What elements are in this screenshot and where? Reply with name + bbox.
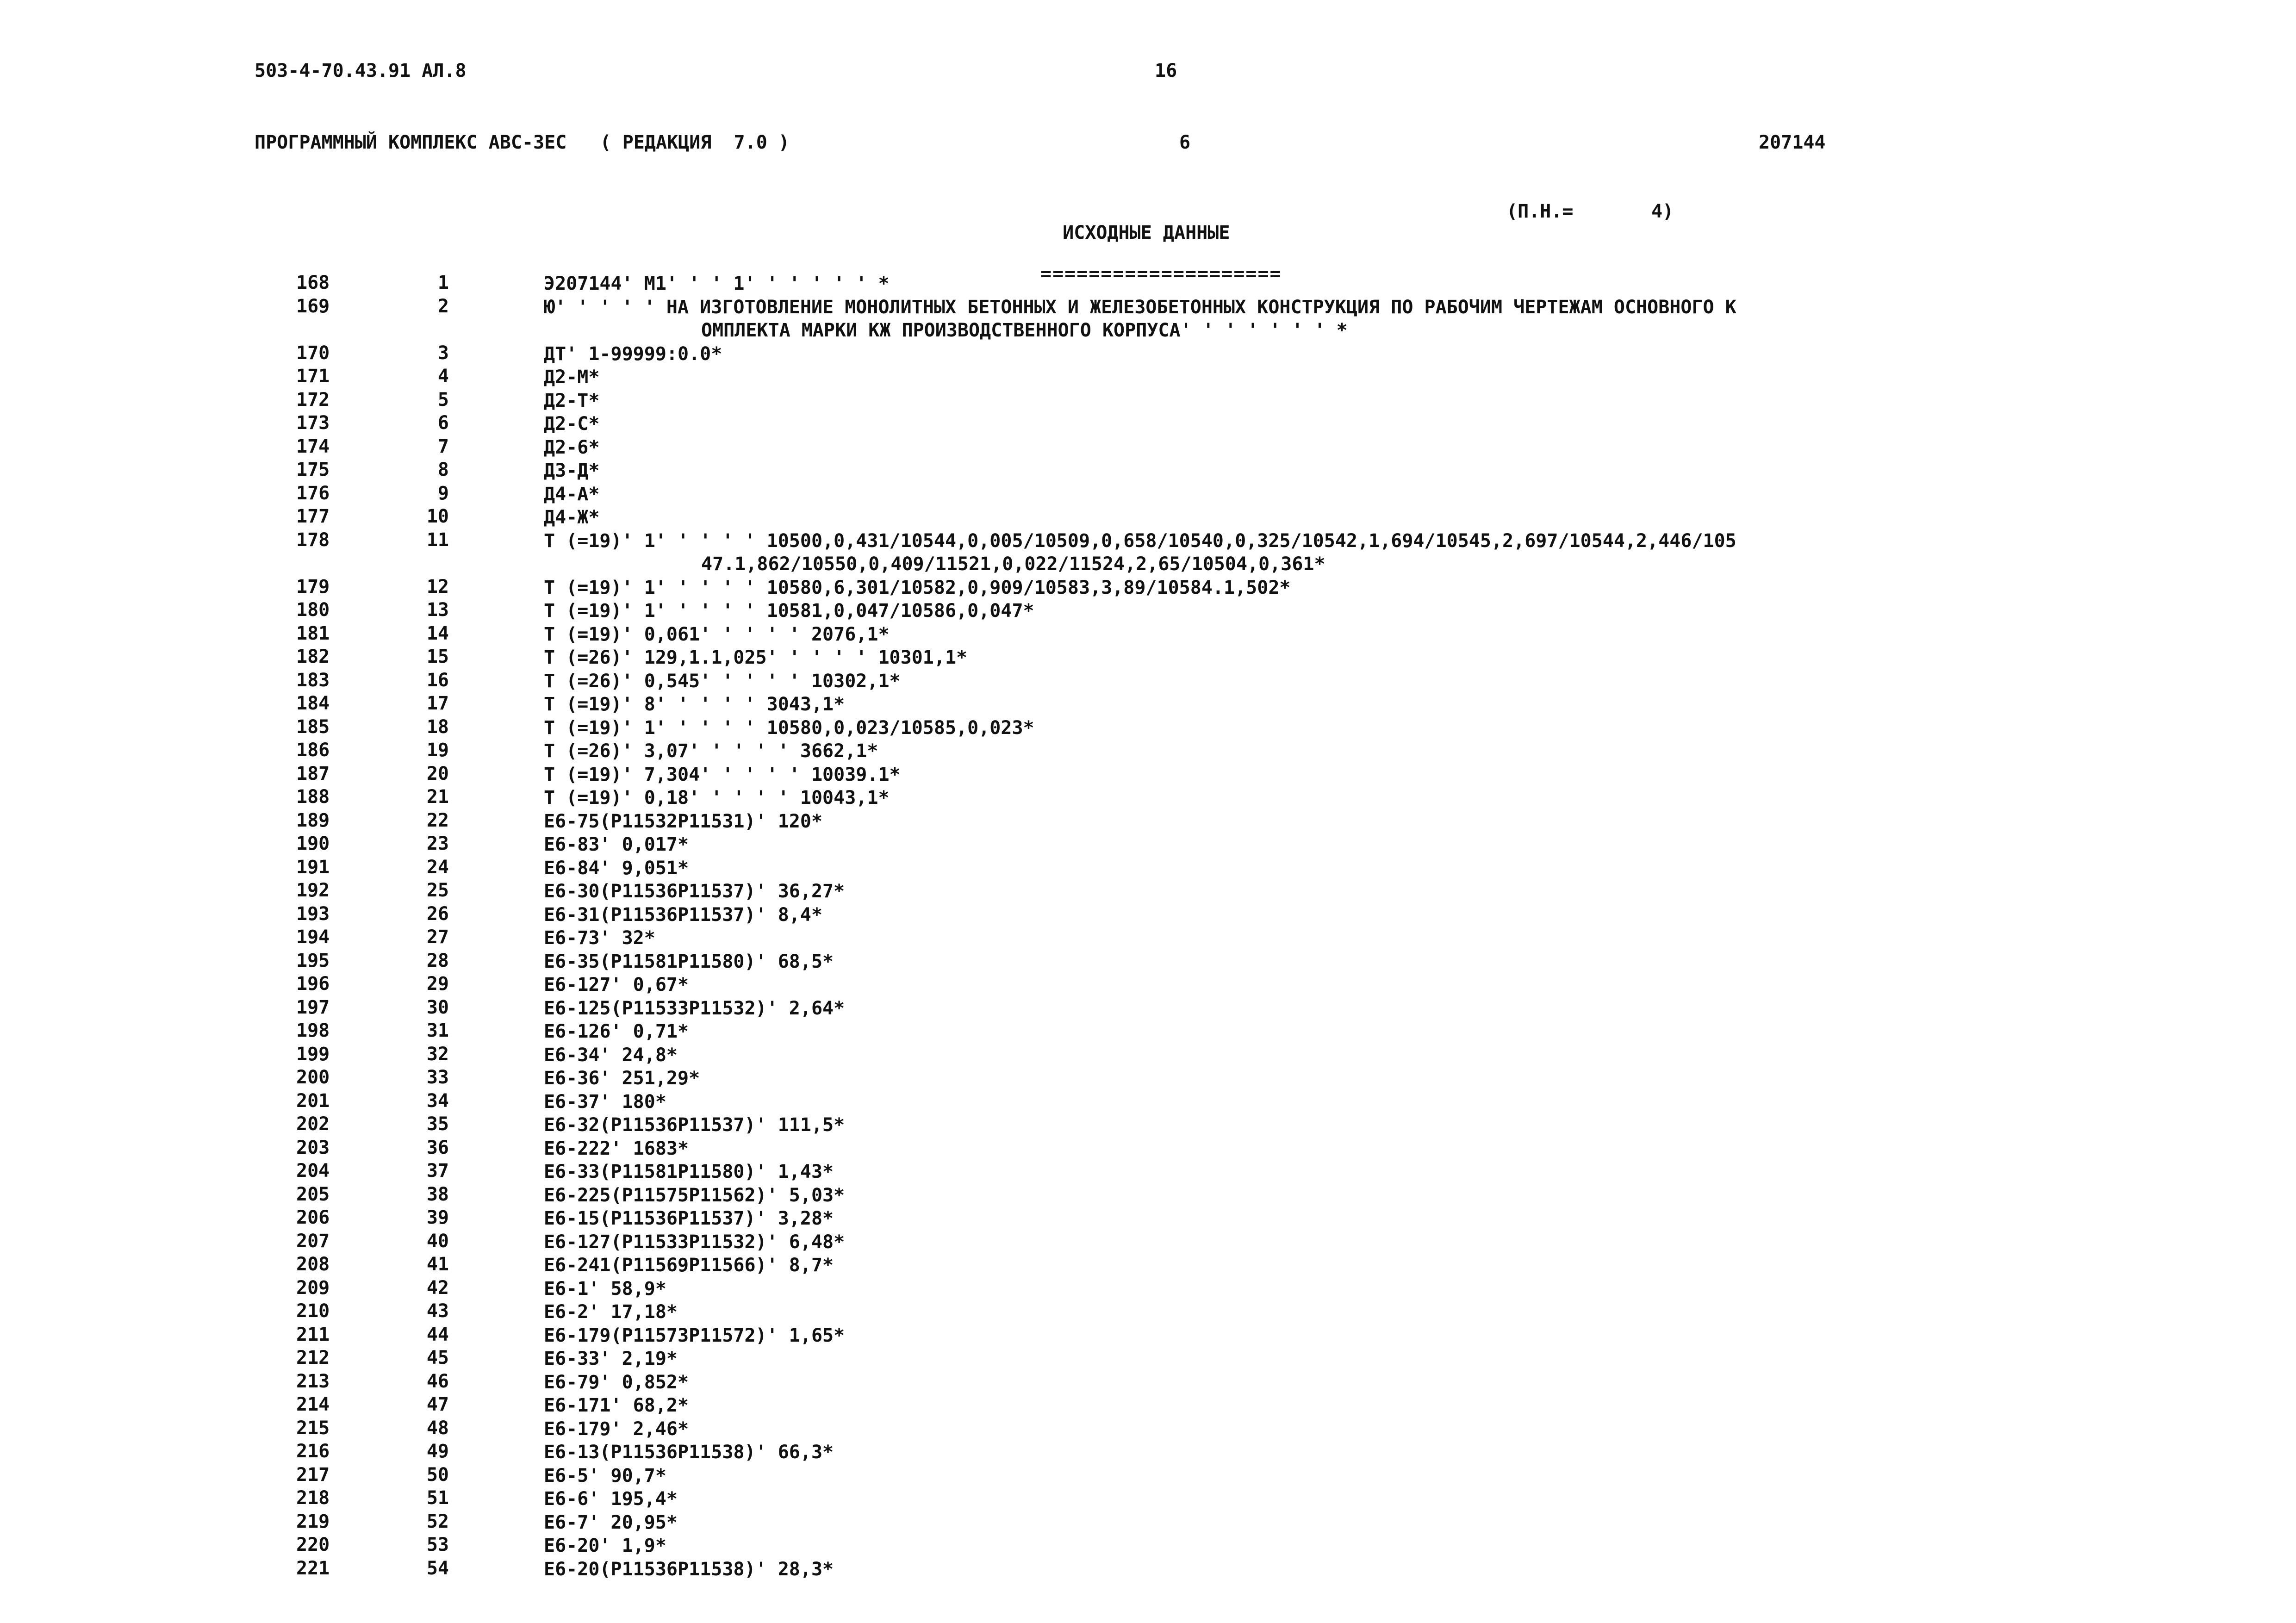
- row-text: [544, 529, 2053, 576]
- table-row: [0, 599, 2296, 623]
- row-line-number: 43: [426, 1300, 449, 1322]
- row-text-main: Е6-73' 32*: [544, 927, 655, 949]
- table-row: [0, 1464, 2296, 1488]
- row-seq-number: 205: [296, 1183, 330, 1205]
- row-seq-number: 202: [296, 1113, 330, 1135]
- row-seq-number: 191: [296, 856, 330, 878]
- row-text-main: Е6-127(Р11533Р11532)' 6,48*: [544, 1231, 845, 1253]
- table-row: [0, 366, 2296, 389]
- pn-label: (П.Н.=: [1506, 201, 1574, 222]
- row-line-number: 9: [437, 482, 449, 504]
- row-text: [544, 272, 2053, 296]
- row-seq-number: 200: [296, 1067, 330, 1088]
- row-text: [544, 1300, 2053, 1324]
- table-row: [0, 1067, 2296, 1090]
- row-seq-number: 218: [296, 1487, 330, 1509]
- row-seq-number: 201: [296, 1090, 330, 1112]
- row-line-number: 35: [426, 1113, 449, 1135]
- row-line-number: 19: [426, 740, 449, 761]
- row-text-main: Е6-1' 58,9*: [544, 1278, 666, 1300]
- row-text: [544, 599, 2053, 623]
- row-line-number: 28: [426, 950, 449, 971]
- row-seq-number: 174: [296, 435, 330, 457]
- row-line-number: 36: [426, 1137, 449, 1158]
- row-text: [544, 459, 2053, 483]
- row-text-main: Е6-179' 2,46*: [544, 1418, 689, 1440]
- row-line-number: 17: [426, 693, 449, 714]
- row-seq-number: 192: [296, 880, 330, 901]
- table-row: [0, 1207, 2296, 1231]
- row-line-number: 33: [426, 1067, 449, 1088]
- row-line-number: 13: [426, 599, 449, 621]
- row-line-number: 46: [426, 1370, 449, 1392]
- row-text: [544, 1394, 2053, 1418]
- row-text-main: Д2-С*: [544, 413, 600, 435]
- row-text-main: Е6-7' 20,95*: [544, 1511, 678, 1533]
- row-text: [544, 973, 2053, 997]
- row-text: [544, 1207, 2053, 1231]
- section-title-underline: ====================: [1040, 263, 1282, 285]
- row-text: [544, 1441, 2053, 1464]
- row-seq-number: 206: [296, 1207, 330, 1228]
- row-text-main: Е6-241(Р11569Р11566)' 8,7*: [544, 1255, 834, 1276]
- table-row: [0, 459, 2296, 483]
- row-text-main: Е6-30(Р11536Р11537)' 36,27*: [544, 881, 845, 902]
- table-row: [0, 857, 2296, 880]
- table-row: [0, 1534, 2296, 1558]
- row-seq-number: 212: [296, 1347, 330, 1368]
- row-text: [544, 786, 2053, 810]
- table-row: [0, 389, 2296, 413]
- sheet-number: 6: [1179, 132, 1191, 153]
- row-seq-number: 181: [296, 622, 330, 644]
- row-text: [544, 740, 2053, 763]
- row-text: [544, 646, 2053, 670]
- row-seq-number: 182: [296, 646, 330, 667]
- table-row: [0, 483, 2296, 506]
- row-line-number: 27: [426, 927, 449, 948]
- row-line-number: 41: [426, 1254, 449, 1275]
- row-text-main: Т (=19)' 1' ' ' ' ' 10580,0,023/10585,0,023*: [544, 717, 1034, 739]
- row-seq-number: 180: [296, 599, 330, 621]
- row-text: [544, 1184, 2053, 1207]
- row-seq-number: 168: [296, 272, 330, 293]
- row-seq-number: 172: [296, 389, 330, 410]
- row-seq-number: 178: [296, 529, 330, 551]
- section-title: ИСХОДНЫЕ ДАННЫЕ: [1063, 222, 1230, 243]
- row-line-number: 45: [426, 1347, 449, 1368]
- table-row: [0, 412, 2296, 436]
- table-row: [0, 272, 2296, 296]
- row-seq-number: 214: [296, 1394, 330, 1415]
- row-seq-number: 209: [296, 1277, 330, 1299]
- row-text: [544, 1487, 2053, 1511]
- row-text: [544, 1418, 2053, 1441]
- row-line-number: 25: [426, 880, 449, 901]
- table-row: [0, 1487, 2296, 1511]
- row-line-number: 39: [426, 1207, 449, 1228]
- row-seq-number: 194: [296, 927, 330, 948]
- table-row: [0, 880, 2296, 903]
- row-text-main: Е6-179(Р11573Р11572)' 1,65*: [544, 1325, 845, 1346]
- row-line-number: 53: [426, 1534, 449, 1555]
- row-text: [544, 763, 2053, 787]
- row-text: [544, 576, 2053, 600]
- row-text: [544, 389, 2053, 413]
- row-text: [544, 1534, 2053, 1558]
- row-text-continuation: 47.1,862/10550,0,409/11521,0,022/11524,2,65/10504,0,361*: [701, 553, 1325, 575]
- row-seq-number: 216: [296, 1441, 330, 1462]
- row-text-main: Е6-127' 0,67*: [544, 974, 689, 995]
- table-row: [0, 903, 2296, 927]
- row-text-main: Е6-33' 2,19*: [544, 1348, 678, 1369]
- row-text-main: Т (=26)' 129,1.1,025' ' ' ' ' 10301,1*: [544, 647, 968, 668]
- row-text: [544, 1020, 2053, 1044]
- table-row: [0, 576, 2296, 600]
- row-text: [544, 1324, 2053, 1348]
- row-line-number: 44: [426, 1324, 449, 1345]
- row-text-main: Е6-79' 0,852*: [544, 1371, 689, 1393]
- row-text: [544, 623, 2053, 647]
- row-text-main: Е6-225(Р11575Р11562)' 5,03*: [544, 1184, 845, 1206]
- row-text: [544, 1277, 2053, 1301]
- row-seq-number: 190: [296, 833, 330, 854]
- table-row: [0, 1160, 2296, 1184]
- row-seq-number: 203: [296, 1137, 330, 1158]
- row-seq-number: 207: [296, 1230, 330, 1252]
- row-seq-number: 193: [296, 903, 330, 925]
- row-text: [544, 1067, 2053, 1090]
- table-row: [0, 927, 2296, 950]
- table-row: [0, 1137, 2296, 1161]
- row-line-number: 37: [426, 1160, 449, 1181]
- row-line-number: 49: [426, 1441, 449, 1462]
- row-text-continuation: ОМПЛЕКТА МАРКИ КЖ ПРОИЗВОДСТВЕННОГО КОРПУСА' ' ' ' ' ' ' *: [701, 320, 1348, 341]
- row-seq-number: 186: [296, 740, 330, 761]
- row-seq-number: 170: [296, 342, 330, 364]
- row-text: [544, 412, 2053, 436]
- row-text: [544, 927, 2053, 950]
- row-line-number: 34: [426, 1090, 449, 1112]
- row-text-main: ДТ' 1-99999:0.0*: [544, 343, 722, 365]
- row-line-number: 32: [426, 1043, 449, 1065]
- row-text-main: Е6-35(Р11581Р11580)' 68,5*: [544, 951, 834, 972]
- row-seq-number: 210: [296, 1300, 330, 1322]
- row-text: [544, 810, 2053, 833]
- row-line-number: 47: [426, 1394, 449, 1415]
- table-row: [0, 1394, 2296, 1418]
- table-row: [0, 1277, 2296, 1301]
- row-text-main: Т (=26)' 3,07' ' ' ' ' 3662,1*: [544, 740, 878, 762]
- row-seq-number: 198: [296, 1020, 330, 1041]
- row-text: [544, 1231, 2053, 1254]
- row-text-main: Е6-13(Р11536Р11538)' 66,3*: [544, 1442, 834, 1463]
- row-text: [544, 483, 2053, 506]
- row-text: [544, 366, 2053, 389]
- row-seq-number: 219: [296, 1511, 330, 1532]
- table-row: [0, 436, 2296, 460]
- pn-value: 4): [1651, 201, 1674, 222]
- row-text-main: Е6-33(Р11581Р11580)' 1,43*: [544, 1161, 834, 1182]
- row-line-number: 38: [426, 1183, 449, 1205]
- row-line-number: 40: [426, 1230, 449, 1252]
- row-text-main: Е6-2' 17,18*: [544, 1301, 678, 1323]
- row-line-number: 52: [426, 1511, 449, 1532]
- document-number: 207144: [1759, 132, 1826, 153]
- row-line-number: 15: [426, 646, 449, 667]
- row-text-main: Т (=19)' 1' ' ' ' ' 10580,6,301/10582,0,909/10583,3,89/10584.1,502*: [544, 577, 1291, 598]
- row-line-number: 18: [426, 716, 449, 738]
- row-seq-number: 199: [296, 1043, 330, 1065]
- row-text: [544, 1254, 2053, 1277]
- pn-indicator: [1506, 201, 1674, 222]
- row-seq-number: 183: [296, 669, 330, 691]
- table-row: [0, 716, 2296, 740]
- row-line-number: 29: [426, 973, 449, 995]
- row-line-number: 23: [426, 833, 449, 854]
- table-row: [0, 833, 2296, 857]
- row-seq-number: 173: [296, 412, 330, 434]
- row-text-main: Е6-171' 68,2*: [544, 1395, 689, 1416]
- row-text-main: Е6-83' 0,017*: [544, 834, 689, 855]
- row-seq-number: 175: [296, 459, 330, 480]
- row-text: [544, 1044, 2053, 1067]
- row-text-main: Т (=19)' 7,304' ' ' ' ' 10039.1*: [544, 764, 901, 785]
- row-text-main: Е6-15(Р11536Р11537)' 3,28*: [544, 1208, 834, 1229]
- row-text: [544, 857, 2053, 880]
- row-text-main: Э207144' М1' ' ' 1' ' ' ' ' ' *: [544, 273, 890, 294]
- row-seq-number: 179: [296, 576, 330, 597]
- table-row: [0, 1300, 2296, 1324]
- row-text: [544, 1113, 2053, 1137]
- row-text: [544, 1090, 2053, 1114]
- row-seq-number: 197: [296, 996, 330, 1018]
- table-row: [0, 1044, 2296, 1067]
- row-line-number: 1: [437, 272, 449, 293]
- row-text: [544, 1464, 2053, 1488]
- data-listing: [0, 272, 2296, 1581]
- row-seq-number: 211: [296, 1324, 330, 1345]
- document-code: 503-4-70.43.91 АЛ.8: [255, 60, 467, 81]
- table-row: [0, 623, 2296, 647]
- row-seq-number: 184: [296, 693, 330, 714]
- row-seq-number: 195: [296, 950, 330, 971]
- row-text-main: Е6-6' 195,4*: [544, 1488, 678, 1510]
- row-seq-number: 217: [296, 1464, 330, 1486]
- row-line-number: 6: [437, 412, 449, 434]
- row-text-main: Д2-Т*: [544, 390, 600, 411]
- row-text-main: Ю' ' ' ' ' НА ИЗГОТОВЛЕНИЕ МОНОЛИТНЫХ БЕТОННЫХ И ЖЕЛЕЗОБЕТОННЫХ КОНСТРУКЦИЯ ПО РАБОЧИМ ЧЕРТЕЖАМ ОСНОВНОГО К: [544, 296, 1736, 318]
- row-text: [544, 436, 2053, 460]
- row-text-main: Т (=19)' 8' ' ' ' ' 3043,1*: [544, 694, 845, 715]
- row-seq-number: 188: [296, 786, 330, 808]
- row-seq-number: 220: [296, 1534, 330, 1555]
- row-line-number: 24: [426, 856, 449, 878]
- row-line-number: 16: [426, 669, 449, 691]
- row-text-main: Т (=19)' 0,18' ' ' ' ' 10043,1*: [544, 787, 890, 808]
- program-title: ПРОГРАММНЫЙ КОМПЛЕКС АВС-3ЕС ( РЕДАКЦИЯ 7.0 ): [255, 132, 790, 153]
- table-row: [0, 810, 2296, 833]
- row-text: [544, 903, 2053, 927]
- table-row: [0, 1347, 2296, 1371]
- table-row: [0, 1254, 2296, 1277]
- row-text-main: Д4-А*: [544, 483, 600, 505]
- table-row: [0, 693, 2296, 716]
- row-text-main: Е6-75(Р11532Р11531)' 120*: [544, 810, 823, 832]
- row-text-main: Д2-6*: [544, 436, 600, 458]
- row-text-main: Д3-Д*: [544, 460, 600, 481]
- row-text-main: Т (=19)' 1' ' ' ' ' 10581,0,047/10586,0,047*: [544, 600, 1034, 622]
- table-row: [0, 296, 2296, 342]
- row-text-main: Е6-34' 24,8*: [544, 1044, 678, 1066]
- table-row: [0, 1558, 2296, 1581]
- row-seq-number: 189: [296, 809, 330, 831]
- row-seq-number: 196: [296, 973, 330, 995]
- table-row: [0, 786, 2296, 810]
- row-text-main: Е6-37' 180*: [544, 1091, 666, 1113]
- row-line-number: 2: [437, 295, 449, 317]
- row-line-number: 8: [437, 459, 449, 480]
- row-text-main: Д2-М*: [544, 367, 600, 388]
- table-row: [0, 529, 2296, 576]
- row-line-number: 12: [426, 576, 449, 597]
- row-line-number: 51: [426, 1487, 449, 1509]
- table-row: [0, 1371, 2296, 1394]
- row-seq-number: 185: [296, 716, 330, 738]
- row-text: [544, 1558, 2053, 1581]
- table-row: [0, 1511, 2296, 1535]
- row-text-main: Е6-84' 9,051*: [544, 857, 689, 879]
- row-text-main: Е6-31(Р11536Р11537)' 8,4*: [544, 904, 823, 926]
- table-row: [0, 1020, 2296, 1044]
- row-line-number: 50: [426, 1464, 449, 1486]
- table-row: [0, 950, 2296, 974]
- row-line-number: 30: [426, 996, 449, 1018]
- row-line-number: 22: [426, 809, 449, 831]
- table-row: [0, 997, 2296, 1020]
- row-text-main: Е6-20(Р11536Р11538)' 28,3*: [544, 1558, 834, 1580]
- row-text: [544, 1160, 2053, 1184]
- row-seq-number: 213: [296, 1370, 330, 1392]
- table-row: [0, 506, 2296, 529]
- row-line-number: 20: [426, 763, 449, 784]
- row-line-number: 21: [426, 786, 449, 808]
- row-line-number: 14: [426, 622, 449, 644]
- table-row: [0, 1441, 2296, 1464]
- row-text-main: Е6-20' 1,9*: [544, 1535, 666, 1556]
- table-row: [0, 740, 2296, 763]
- row-seq-number: 204: [296, 1160, 330, 1181]
- row-seq-number: 169: [296, 295, 330, 317]
- row-text-main: Е6-126' 0,71*: [544, 1021, 689, 1042]
- row-text: [544, 997, 2053, 1020]
- row-seq-number: 187: [296, 763, 330, 784]
- row-line-number: 7: [437, 435, 449, 457]
- row-seq-number: 208: [296, 1254, 330, 1275]
- table-row: [0, 1418, 2296, 1441]
- row-text: [544, 342, 2053, 366]
- page-number: 16: [1155, 60, 1177, 81]
- row-seq-number: 171: [296, 366, 330, 387]
- table-row: [0, 1184, 2296, 1207]
- row-text: [544, 1511, 2053, 1535]
- table-row: [0, 973, 2296, 997]
- row-line-number: 3: [437, 342, 449, 364]
- table-row: [0, 1324, 2296, 1348]
- table-row: [0, 1231, 2296, 1254]
- row-line-number: 11: [426, 529, 449, 551]
- row-text-main: Т (=19)' 0,061' ' ' ' ' 2076,1*: [544, 623, 890, 645]
- row-line-number: 4: [437, 366, 449, 387]
- row-line-number: 48: [426, 1417, 449, 1439]
- row-text-main: Е6-5' 90,7*: [544, 1465, 666, 1486]
- table-row: [0, 670, 2296, 693]
- row-seq-number: 177: [296, 506, 330, 527]
- row-seq-number: 176: [296, 482, 330, 504]
- row-text-main: Д4-Ж*: [544, 507, 600, 528]
- row-text: [544, 1137, 2053, 1161]
- row-text-main: Т (=19)' 1' ' ' ' ' 10500,0,431/10544,0,005/10509,0,658/10540,0,325/10542,1,694/10545,2,697/10544,2,446/105: [544, 530, 1736, 552]
- row-text-main: Е6-32(Р11536Р11537)' 111,5*: [544, 1114, 845, 1136]
- table-row: [0, 1113, 2296, 1137]
- row-line-number: 10: [426, 506, 449, 527]
- row-text-main: Е6-222' 1683*: [544, 1138, 689, 1159]
- row-text: [544, 1371, 2053, 1394]
- row-text: [544, 833, 2053, 857]
- row-text: [544, 950, 2053, 974]
- row-text: [544, 506, 2053, 529]
- row-text: [544, 296, 2053, 342]
- row-text-main: Т (=26)' 0,545' ' ' ' ' 10302,1*: [544, 670, 901, 692]
- row-text: [544, 1347, 2053, 1371]
- row-line-number: 31: [426, 1020, 449, 1041]
- row-text: [544, 670, 2053, 693]
- row-line-number: 5: [437, 389, 449, 410]
- table-row: [0, 342, 2296, 366]
- table-row: [0, 1090, 2296, 1114]
- table-row: [0, 763, 2296, 787]
- row-text: [544, 693, 2053, 716]
- row-text-main: Е6-125(Р11533Р11532)' 2,64*: [544, 997, 845, 1019]
- row-text: [544, 880, 2053, 903]
- row-seq-number: 221: [296, 1557, 330, 1579]
- row-seq-number: 215: [296, 1417, 330, 1439]
- table-row: [0, 646, 2296, 670]
- row-text-main: Е6-36' 251,29*: [544, 1068, 700, 1089]
- row-line-number: 54: [426, 1557, 449, 1579]
- row-line-number: 26: [426, 903, 449, 925]
- row-line-number: 42: [426, 1277, 449, 1299]
- row-text: [544, 716, 2053, 740]
